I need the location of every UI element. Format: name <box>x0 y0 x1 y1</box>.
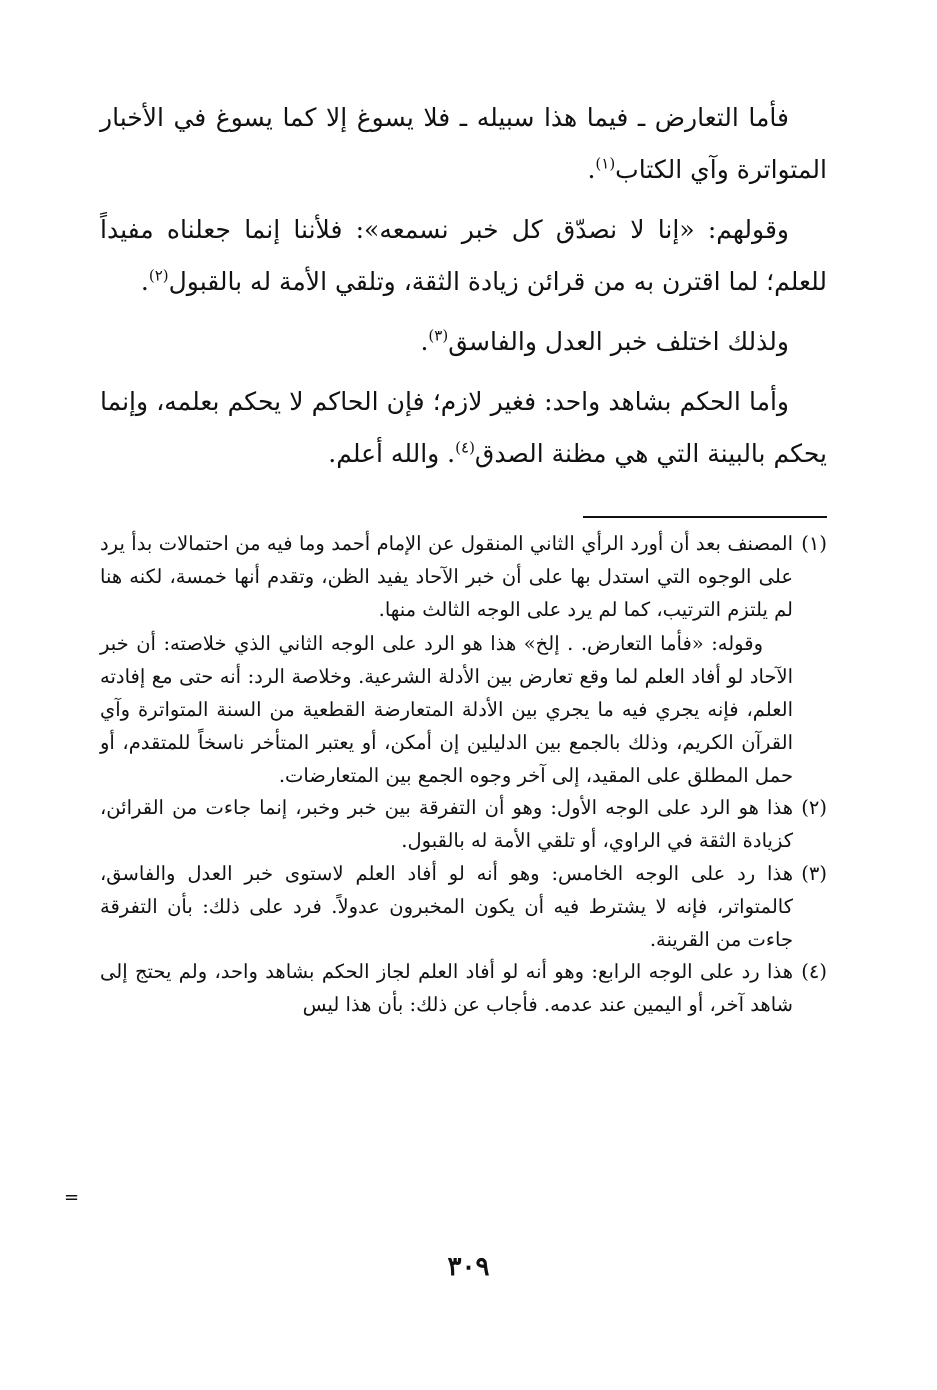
footnotes-block <box>100 528 827 1022</box>
footnote-1-text-continued: وقوله: «فأما التعارض. . إلخ» هذا هو الرد على الوجه الثاني الذي خلاصته: أن خبر الآحاد لو أفاد العلم لما وقع تعارض بين الأدلة الشرعية. وخلاصة الرد: أنه حتى مع إفادته العلم، فإنه يجري فيه ما يجري بين الأدلة المتعارضة القطعية من السنة المتواترة وآي القرآن الكريم، وذلك بالجمع بين الدليلين إن أمكن، أو يعتبر المتأخر ناسخاً للمتقدم، أو حمل المطلق على المقيد، إلى آخر وجوه الجمع بين المتعارضات. <box>100 632 793 787</box>
main-paragraph-2-end: . <box>140 267 149 296</box>
main-paragraph-3 <box>100 316 827 368</box>
footnote-ref-3: (٣) <box>428 326 449 345</box>
footnote-2-number: (٢) <box>801 796 827 820</box>
footnote-3-body <box>100 858 793 956</box>
footnote-2 <box>100 792 827 858</box>
main-paragraph-3-end: . <box>420 327 429 356</box>
footnote-ref-2: (٢) <box>148 266 169 285</box>
main-paragraph-4 <box>100 376 827 480</box>
footnote-1-text: المصنف بعد أن أورد الرأي الثاني المنقول عن الإمام أحمد وما فيه من احتمالات بدأ يرد على الوجوه التي استدل بها على أن خبر الآحاد يفيد الظن، وتقدم أنها خمسة، لكنه هنا لم يلتزم الترتيب، كما لم يرد على الوجه الثالث منها. <box>100 532 793 621</box>
footnote-1 <box>100 528 827 792</box>
main-text-block <box>100 92 827 488</box>
main-paragraph-2-text: وقولهم: «إنا لا نصدّق كل خبر نسمعه»: فلأننا إنما جعلناه مفيداً للعلم؛ لما اقترن به من قرائن زيادة الثقة، وتلقي الأمة له بالقبول <box>100 215 827 296</box>
footnote-2-text: هذا هو الرد على الوجه الأول: وهو أن التفرقة بين خبر وخبر، إنما جاءت من القرائن، كزيادة الثقة في الراوي، أو تلقي الأمة له بالقبول. <box>100 796 793 853</box>
main-paragraph-1 <box>100 92 827 196</box>
continuation-mark: = <box>64 1187 80 1208</box>
main-paragraph-1-text: فأما التعارض ـ فيما هذا سبيله ـ فلا يسوغ إلا كما يسوغ في الأخبار المتواترة وآي الكتاب <box>100 103 827 184</box>
footnote-1-body <box>100 528 793 792</box>
main-paragraph-4-end: . والله أعلم. <box>328 439 456 468</box>
page-number: ٣٠٩ <box>447 1252 490 1282</box>
main-paragraph-1-end: . <box>587 155 596 184</box>
footnote-3 <box>100 858 827 956</box>
footnote-separator <box>583 516 827 518</box>
footnote-3-text: هذا رد على الوجه الخامس: وهو أنه لو أفاد العلم لاستوى خبر العدل والفاسق، كالمتواتر، فإنه لا يشترط فيه أن يكون المخبرون عدولاً. فرد على ذلك: بأن التفرقة جاءت من القرينة. <box>100 861 793 951</box>
footnote-ref-1: (١) <box>595 154 616 173</box>
footnote-3-number: (٣) <box>801 861 827 885</box>
footnote-1-number: (١) <box>801 532 827 555</box>
main-paragraph-3-text: ولذلك اختلف خبر العدل والفاسق <box>448 327 789 356</box>
footnote-2-body <box>100 792 793 858</box>
footnote-4-number: (٤) <box>801 960 827 984</box>
footnote-ref-4: (٤) <box>455 438 475 457</box>
main-paragraph-4-text: وأما الحكم بشاهد واحد: فغير لازم؛ فإن الحاكم لا يحكم بعلمه، وإنما يحكم بالبينة التي هي مظنة الصدق <box>100 387 827 468</box>
footnote-4-body <box>100 956 793 1022</box>
footnote-4 <box>100 956 827 1022</box>
main-paragraph-2 <box>100 204 827 308</box>
footnote-4-text: هذا رد على الوجه الرابع: وهو أنه لو أفاد العلم لجاز الحكم بشاهد واحد، ولم يحتج إلى شاهد آخر، أو اليمين عند عدمه. فأجاب عن ذلك: بأن هذا ليس <box>100 960 793 1017</box>
